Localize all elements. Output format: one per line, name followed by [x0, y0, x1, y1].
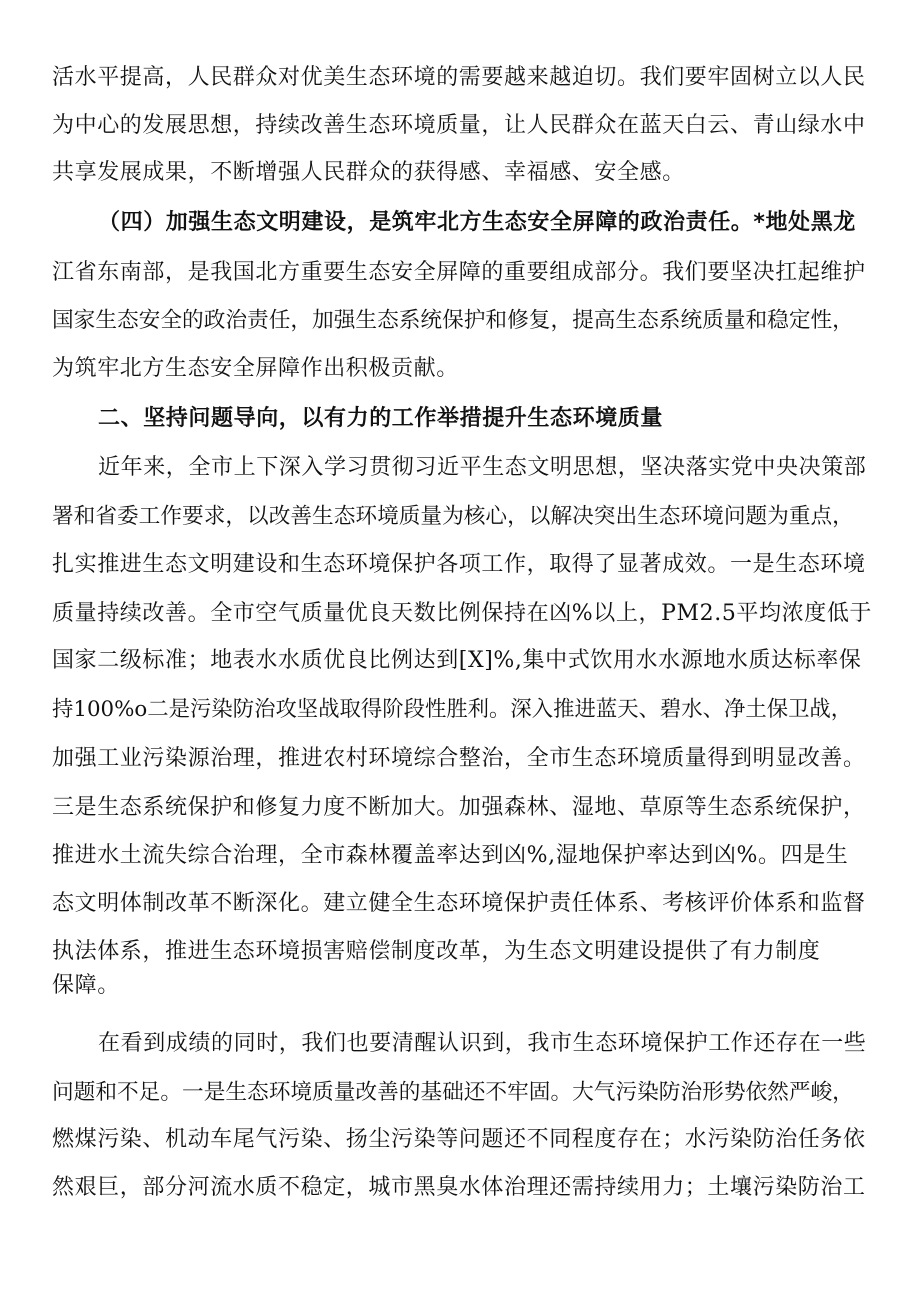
paragraph-line: 为中心的发展思想，持续改善生态环境质量，让人民群众在蓝天白云、青山绿水中	[52, 113, 866, 138]
paragraph-line: 然艰巨，部分河流水质不稳定，城市黑臭水体治理还需持续用力；土壤污染防治工	[52, 1175, 866, 1200]
section-lead-text: *地处黑龙	[753, 210, 856, 235]
paragraph-line: 三是生态系统保护和修复力度不断加大。加强森林、湿地、草原等生态系统保护，	[52, 795, 866, 820]
paragraph-line: 近年来，全市上下深入学习贯彻习近平生态文明思想，坚决落实党中央决策部	[98, 455, 867, 480]
section-heading-line	[98, 208, 856, 238]
paragraph-line: 署和省委工作要求，以改善生态环境质量为核心，以解决突出生态环境问题为重点，	[52, 504, 854, 529]
section-heading: （四）加强生态文明建设，是筑牢北方生态安全屏障的政治责任。	[98, 210, 754, 235]
paragraph-line: 执法体系，推进生态环境损害赔偿制度改革，为生态文明建设提供了有力制度	[52, 939, 821, 964]
paragraph-line: 国家生态安全的政治责任，加强生态系统保护和修复，提高生态系统质量和稳定性，	[52, 308, 854, 333]
paragraph-line: 国家二级标准；地表水水质优良比例达到[X]%,集中式饮用水水源地水质达标率保	[52, 648, 862, 673]
paragraph-line: 持100%o二是污染防治攻坚战取得阶段性胜利。深入推进蓝天、碧水、净土保卫战，	[52, 697, 853, 722]
paragraph-line: 江省东南部，是我国北方重要生态安全屏障的重要组成部分。我们要坚决扛起维护	[52, 260, 866, 285]
paragraph-line: 推进水土流失综合治理，全市森林覆盖率达到凶%,湿地保护率达到凶%。四是生	[52, 843, 849, 868]
paragraph-line: 加强工业污染源治理，推进农村环境综合整治，全市生态环境质量得到明显改善。	[52, 746, 866, 771]
paragraph-line: 活水平提高，人民群众对优美生态环境的需要越来越迫切。我们要牢固树立以人民	[52, 65, 866, 90]
paragraph-line: 态文明体制改革不断深化。建立健全生态环境保护责任体系、考核评价体系和监督	[52, 891, 866, 916]
paragraph-line: 共享发展成果，不断增强人民群众的获得感、幸福感、安全感。	[52, 160, 685, 185]
chapter-heading: 二、坚持问题导向，以有力的工作举措提升生态环境质量	[98, 406, 664, 431]
paragraph-line: 扎实推进生态文明建设和生态环境保护各项工作，取得了显著成效。一是生态环境	[52, 552, 866, 577]
paragraph-line: 为筑牢北方生态安全屏障作出积极贡献。	[52, 356, 459, 381]
paragraph-line: 保障。	[52, 973, 120, 998]
paragraph-line: 燃煤污染、机动车尾气污染、扬尘污染等问题还不同程度存在；水污染防治任务依	[52, 1127, 866, 1152]
paragraph-line: 在看到成绩的同时，我们也要清醒认识到，我市生态环境保护工作还存在一些	[98, 1031, 867, 1056]
paragraph-line: 问题和不足。一是生态环境质量改善的基础还不牢固。大气污染防治形势依然严峻，	[52, 1080, 854, 1105]
paragraph-line: 质量持续改善。全市空气质量优良天数比例保持在凶%以上，PM2.5平均浓度低于	[52, 601, 873, 626]
